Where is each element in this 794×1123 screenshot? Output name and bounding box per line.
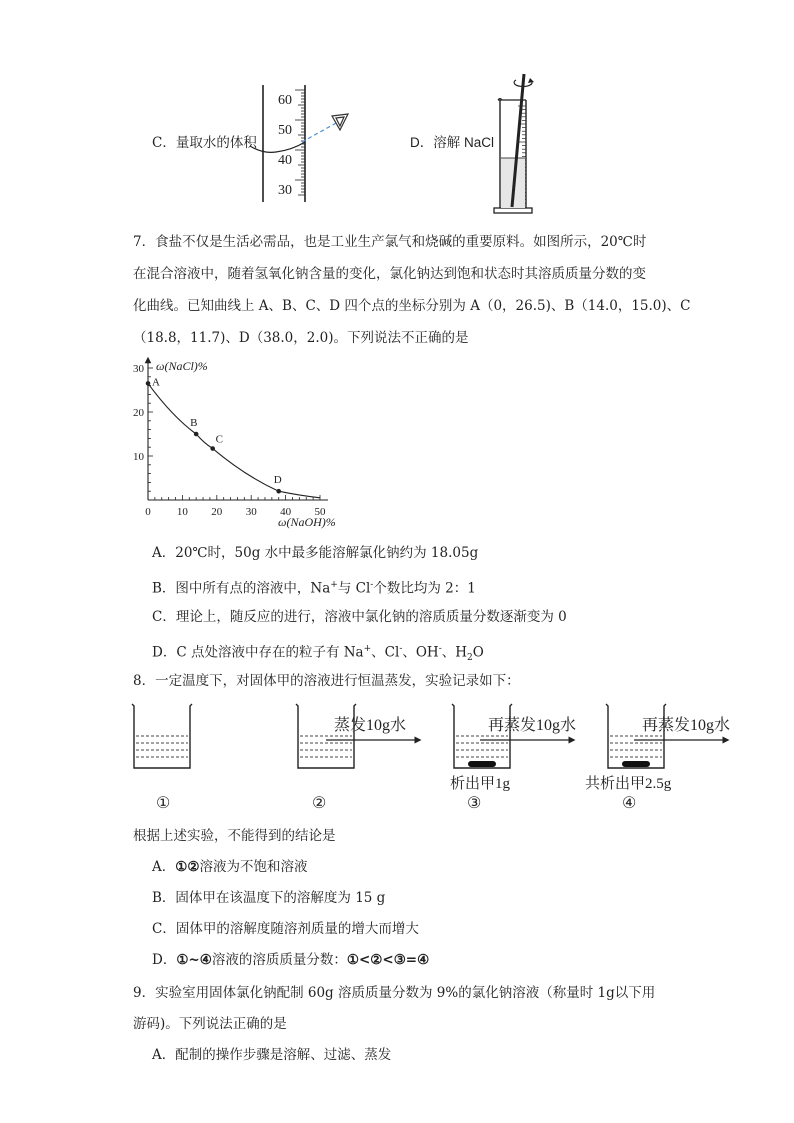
q7-stem-line2: 在混合溶液中，随着氢氧化钠含量的变化，氯化钠达到饱和状态时其溶质质量分数的变 [133,266,646,282]
point-a [146,381,151,386]
x-tick-label-0: 0 [145,506,151,518]
q8-option-a: A．①②溶液为不饱和溶液 [152,859,308,875]
x-minor-ticks [148,495,320,500]
point-c [210,446,215,451]
beaker-4 [606,704,666,768]
graduated-cylinder-figure [240,80,360,210]
q7-option-a: A．20℃时，50g 水中最多能溶解氯化钠约为 18.05g [152,545,479,561]
point-c-label: C [215,433,224,446]
sight-line [302,122,338,142]
precipitate [468,761,496,767]
beaker-1 [132,704,192,768]
point-b-label: B [190,417,198,429]
solubility-curve [148,383,320,497]
q6-option-c: C．量取水的体积 [152,135,257,151]
point-d-label: D [273,474,282,487]
y-axis-label: ω(NaCl)% [156,359,208,373]
point-d [276,489,281,494]
q7-option-b: B．图中所有点的溶液中，Na+与 Cl-个数比均为 2：1 [152,580,476,597]
q6-option-d: D．溶解 NaCl [410,135,495,150]
meniscus [250,142,305,152]
evaporation-experiment-figure [130,696,731,814]
y-tick-label-20: 20 [133,407,144,419]
q9-stem-line2: 游码)。下列说法正确的是 [133,1016,287,1032]
x-tick-label-30: 30 [245,506,257,518]
q8-question: 根据上述实验，不能得到的结论是 [133,828,336,844]
q7-stem-line4: （18.8，11.7)、D（38.0，2.0)。下列说法不正确的是 [133,330,469,346]
beaker-label-3: ③ [467,795,482,812]
nacl-naoh-chart [128,356,348,532]
q7-stem-line3: 化曲线。已知曲线上 A、B、C、D 四个点的坐标分别为 A（0，26.5)、B（14.0，15.0)、C [133,298,691,314]
precipitate-note-4: 共析出甲2.5g [585,776,672,792]
cylinder-tick-50: 50 [278,123,292,138]
point-b [194,432,199,437]
q7-option-c: C．理论上，随反应的进行，溶液中氯化钠的溶质质量分数逐渐变为 0 [152,609,567,625]
cylinder-base [494,208,532,213]
cylinder-tick-60: 60 [278,93,292,108]
q9-option-a: A．配制的操作步骤是溶解、过滤、蒸发 [152,1047,392,1063]
x-tick-label-40: 40 [280,506,292,518]
arrow-label-2: 再蒸发10g水 [488,717,577,734]
y-tick-label-10: 10 [133,451,144,463]
y-tick-label-30: 30 [133,363,144,375]
q7-stem-line1: 7．食盐不仅是生活必需品，也是工业生产氯气和烧碱的重要原料。如图所示，20℃时 [133,234,647,250]
arrow-label-3: 再蒸发10g水 [642,717,731,734]
q8-option-d: D．①~④溶液的溶质质量分数：①<②<③=④ [152,952,430,968]
precipitate-note-3: 析出甲1g [450,776,511,792]
q7-option-d: D．C 点处溶液中存在的粒子有 Na+、Cl-、OH-、$H_2O$ [152,644,484,664]
eye-icon [332,114,348,130]
cylinder-tick-30: 30 [278,183,292,198]
beaker-label-4: ④ [622,795,637,812]
precipitate [622,761,650,767]
beaker-label-1: ① [156,795,171,812]
x-axis-label: ω(NaOH)% [278,515,336,529]
dissolving-cylinder-figure [490,70,550,220]
q9-stem-line1: 9．实验室用固体氯化钠配制 60g 溶质质量分数为 9%的氯化钠溶液（称量时 1g以下用 [133,985,656,1001]
x-tick-label-20: 20 [211,506,223,518]
q8-option-c: C．固体甲的溶解度随溶剂质量的增大而增大 [152,921,419,937]
point-a-label: A [152,376,160,389]
q8-option-b: B．固体甲在该温度下的溶解度为 15 g [152,890,386,906]
cylinder-tick-40: 40 [278,153,292,168]
arrow-label-1: 蒸发10g水 [334,717,407,734]
x-tick-label-50: 50 [314,506,326,518]
beaker-2 [296,704,356,768]
x-tick-label-10: 10 [176,506,188,518]
beaker-3 [452,704,512,768]
beaker-label-2: ② [312,795,327,812]
q8-stem: 8．一定温度下，对固体甲的溶液进行恒温蒸发，实验记录如下： [133,673,520,689]
